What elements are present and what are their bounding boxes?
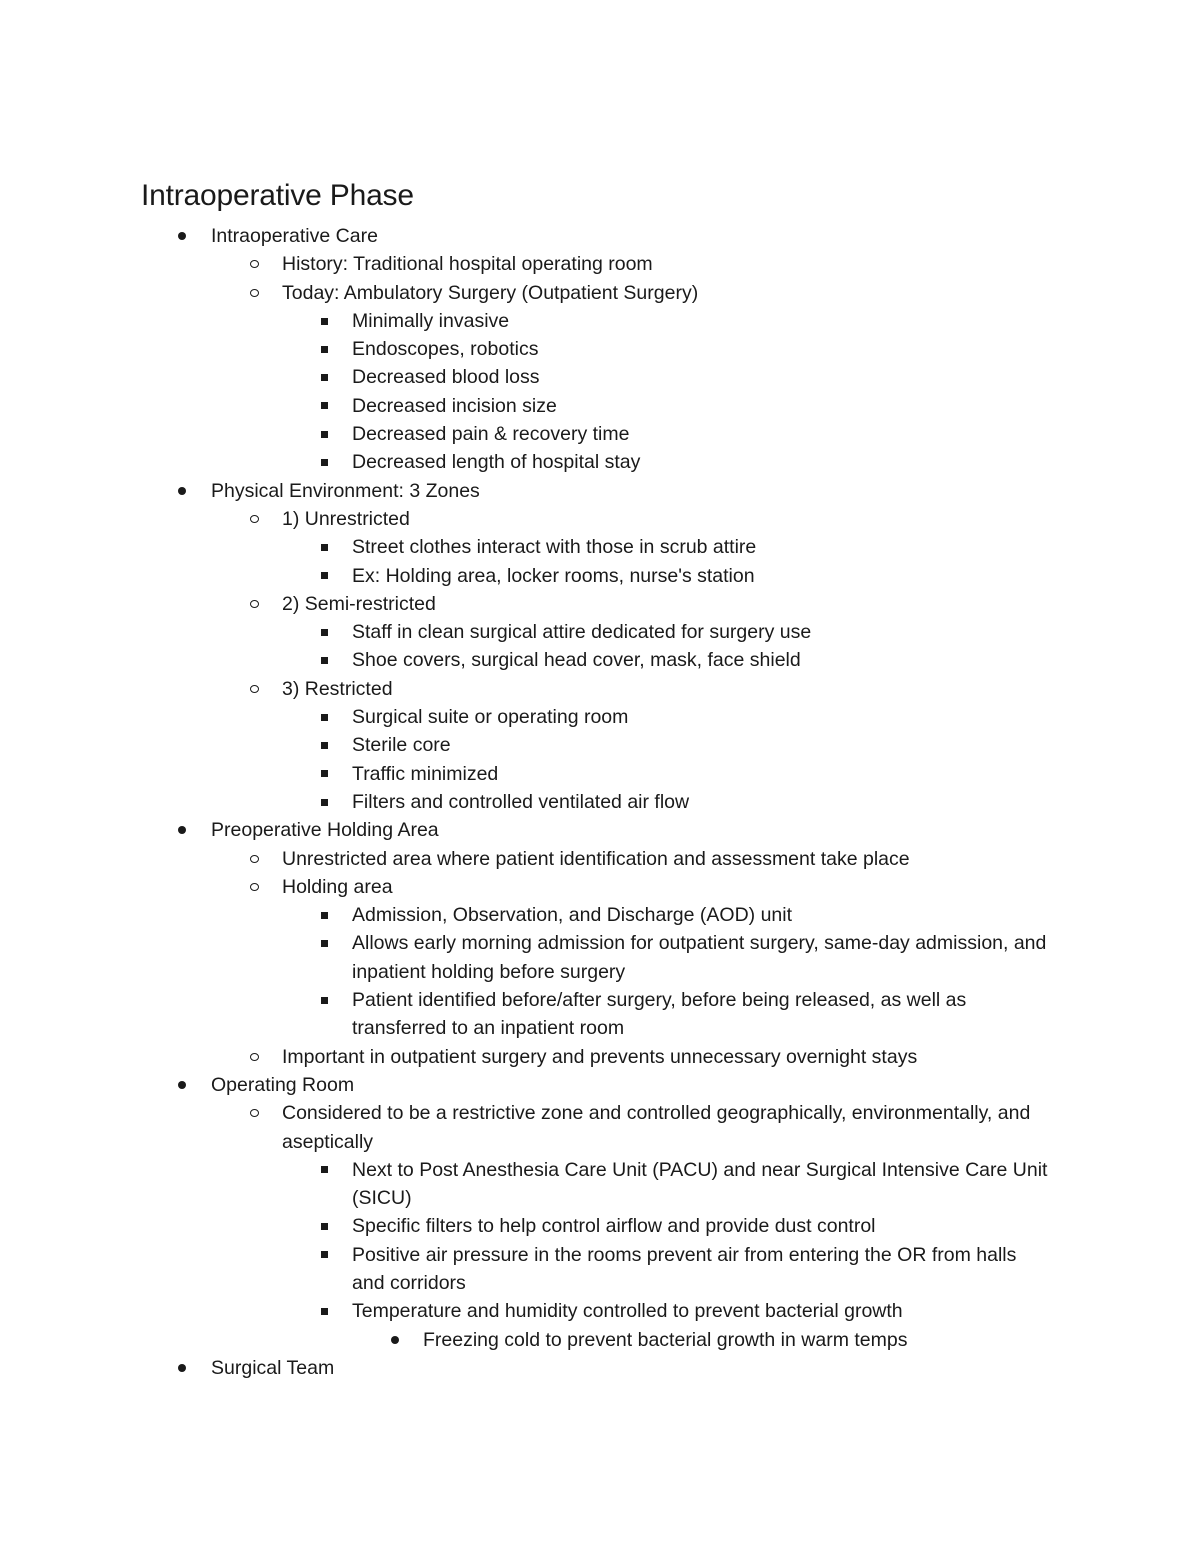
bullet-disc-icon (175, 1071, 189, 1099)
list-item-text: Sterile core (352, 734, 451, 757)
list-item-text: Operating Room (211, 1073, 355, 1096)
list-item-level-1 (0, 250, 1200, 278)
list-item-level-2 (0, 307, 1200, 335)
list-item-text: History: Traditional hospital operating room (282, 253, 653, 276)
list-item-text: Freezing cold to prevent bacterial growth in warm temps (423, 1328, 908, 1351)
list-item-text: Important in outpatient surgery and prevents unnecessary overnight stays (282, 1045, 918, 1068)
list-item-level-2 (0, 646, 1200, 674)
list-item-level-1 (0, 505, 1200, 533)
list-item-text: 3) Restricted (282, 677, 393, 700)
list-item-level-2 (0, 392, 1200, 420)
list-item-level-2 (0, 420, 1200, 448)
list-item-text: Minimally invasive (352, 309, 510, 332)
list-item-level-2 (0, 1297, 1200, 1325)
list-item-text: 1) Unrestricted (282, 507, 410, 530)
bullet-circle-icon (247, 873, 261, 901)
list-item-text: Considered to be a restrictive zone and controlled geographically, environmentally, and aseptically (282, 1102, 1031, 1153)
list-item-level-0 (0, 1354, 1200, 1382)
list-item-text: Street clothes interact with those in scrub attire (352, 536, 757, 559)
bullet-circle-icon (247, 590, 261, 618)
list-item-level-2 (0, 618, 1200, 646)
list-item-level-2 (0, 788, 1200, 816)
list-item-level-2 (0, 363, 1200, 391)
list-item-level-2 (0, 1156, 1200, 1213)
list-item-level-2 (0, 760, 1200, 788)
bullet-circle-icon (247, 1043, 261, 1071)
list-item-text: Unrestricted area where patient identification and assessment take place (282, 847, 910, 870)
list-item-level-0 (0, 222, 1200, 250)
list-item-text: Decreased length of hospital stay (352, 451, 641, 474)
list-item-level-1 (0, 279, 1200, 307)
page-title: Intraoperative Phase (141, 179, 414, 212)
list-item-level-1 (0, 1043, 1200, 1071)
list-item-level-1 (0, 873, 1200, 901)
list-item-level-2 (0, 731, 1200, 759)
bullet-square-icon (317, 533, 331, 561)
list-item-level-0 (0, 1071, 1200, 1099)
list-item-level-3 (0, 1326, 1200, 1354)
bullet-square-icon (317, 703, 331, 731)
bullet-square-icon (317, 618, 331, 646)
list-item-level-0 (0, 477, 1200, 505)
list-item-text: Next to Post Anesthesia Care Unit (PACU) and near Surgical Intensive Care Unit (SICU) (352, 1158, 1048, 1210)
list-item-level-1 (0, 1099, 1200, 1156)
list-item-level-2 (0, 562, 1200, 590)
list-item-level-2 (0, 986, 1200, 1043)
bullet-square-icon (317, 731, 331, 759)
bullet-square-icon (317, 562, 331, 590)
list-item-text: Specific filters to help control airflow and provide dust control (352, 1215, 876, 1238)
bullet-square-icon (317, 363, 331, 391)
list-item-text: Allows early morning admission for outpatient surgery, same-day admission, and inpatient holding before surgery (352, 932, 1047, 983)
bullet-disc-icon (388, 1326, 402, 1354)
bullet-square-icon (317, 1212, 331, 1240)
list-item-text: Decreased blood loss (352, 366, 540, 389)
bullet-square-icon (317, 788, 331, 816)
list-item-text: Surgical Team (211, 1356, 335, 1379)
list-item-level-2 (0, 448, 1200, 476)
list-item-level-1 (0, 845, 1200, 873)
list-item-text: Today: Ambulatory Surgery (Outpatient Surgery) (282, 281, 699, 304)
bullet-circle-icon (247, 279, 261, 307)
bullet-square-icon (317, 1241, 331, 1269)
list-item-text: Holding area (282, 875, 393, 898)
bullet-disc-icon (175, 816, 189, 844)
list-item-text: Staff in clean surgical attire dedicated for surgery use (352, 621, 812, 644)
list-item-text: Endoscopes, robotics (352, 338, 539, 361)
list-item-level-2 (0, 929, 1200, 986)
bullet-square-icon (317, 1297, 331, 1325)
bullet-square-icon (317, 392, 331, 420)
bullet-square-icon (317, 448, 331, 476)
list-item-text: Decreased incision size (352, 394, 557, 417)
bullet-square-icon (317, 420, 331, 448)
list-item-text: Intraoperative Care (211, 225, 378, 247)
list-item-level-2 (0, 1241, 1200, 1298)
bullet-circle-icon (247, 505, 261, 533)
list-item-text: Surgical suite or operating room (352, 706, 629, 729)
list-item-text: Ex: Holding area, locker rooms, nurse's station (352, 564, 755, 587)
list-item-text: Positive air pressure in the rooms prevent air from entering the OR from halls and corridors (352, 1243, 1017, 1294)
bullet-square-icon (317, 901, 331, 929)
list-item-text: Traffic minimized (352, 762, 499, 785)
bullet-circle-icon (247, 1099, 261, 1127)
bullet-disc-icon (175, 1354, 189, 1382)
list-item-level-2 (0, 1212, 1200, 1240)
list-item-level-1 (0, 675, 1200, 703)
list-item-level-2 (0, 335, 1200, 363)
bullet-circle-icon (247, 845, 261, 873)
list-item-text: Filters and controlled ventilated air flow (352, 790, 690, 813)
list-item-text: Shoe covers, surgical head cover, mask, face shield (352, 649, 801, 672)
bullet-circle-icon (247, 675, 261, 703)
bullet-square-icon (317, 1156, 331, 1184)
bullet-square-icon (317, 307, 331, 335)
list-item-text: Admission, Observation, and Discharge (AOD) unit (352, 904, 793, 927)
bullet-square-icon (317, 986, 331, 1014)
bullet-square-icon (317, 760, 331, 788)
list-item-level-2 (0, 703, 1200, 731)
bullet-outline (0, 222, 1200, 1382)
list-item-level-0 (0, 816, 1200, 844)
bullet-disc-icon (175, 477, 189, 505)
list-item-text: Patient identified before/after surgery, before being released, as well as transferred to an inpatient room (352, 989, 967, 1040)
bullet-square-icon (317, 929, 331, 957)
bullet-square-icon (317, 646, 331, 674)
list-item-level-1 (0, 590, 1200, 618)
list-item-level-2 (0, 901, 1200, 929)
bullet-circle-icon (247, 250, 261, 278)
list-item-text: Preoperative Holding Area (211, 819, 439, 842)
list-item-level-2 (0, 533, 1200, 561)
list-item-text: Decreased pain & recovery time (352, 423, 630, 446)
list-item-text: Temperature and humidity controlled to prevent bacterial growth (352, 1300, 903, 1323)
bullet-disc-icon (175, 222, 189, 250)
list-item-text: 2) Semi-restricted (282, 592, 436, 615)
list-item-text: Physical Environment: 3 Zones (211, 479, 480, 502)
bullet-square-icon (317, 335, 331, 363)
